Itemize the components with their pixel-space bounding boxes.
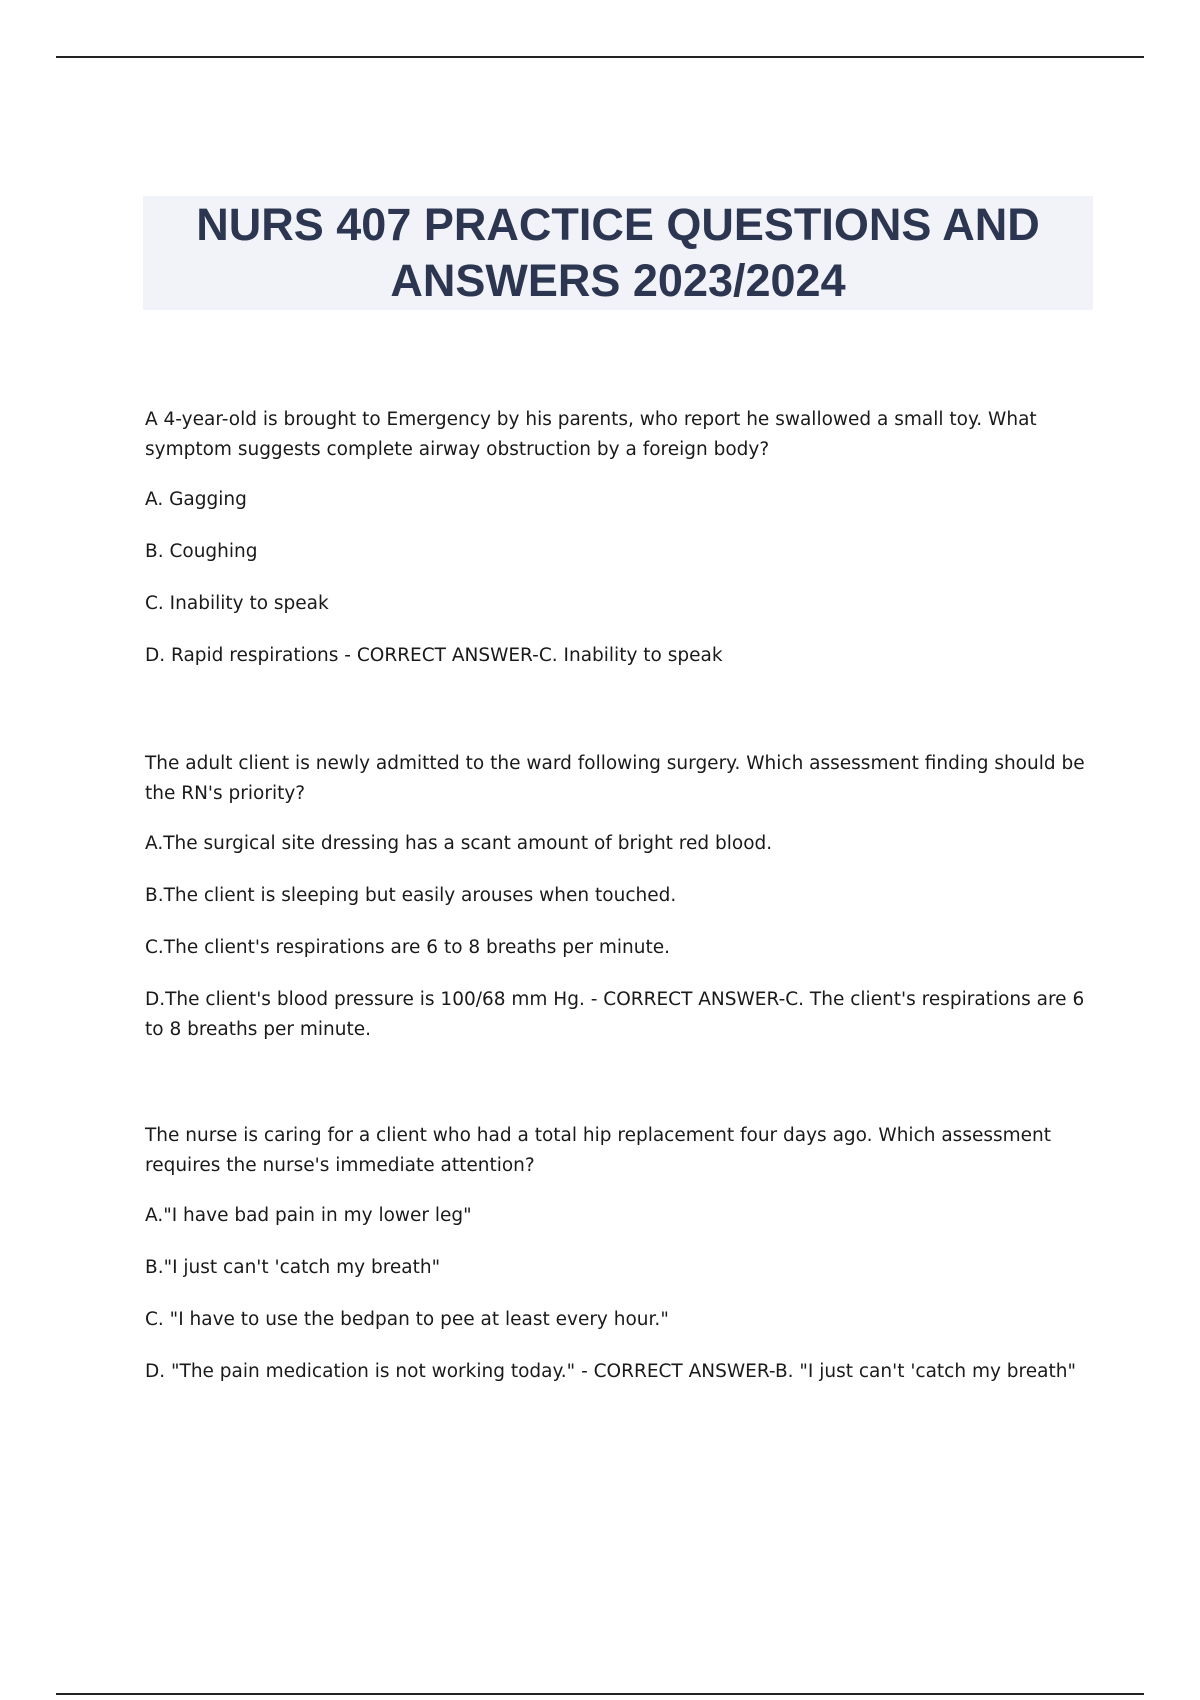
answer-option: A. Gagging — [145, 489, 247, 510]
header-rule — [56, 56, 1144, 58]
answer-option-with-correct-answer: D. "The pain medication is not working today." - CORRECT ANSWER-B. "I just can't 'catch my breath" — [145, 1361, 1076, 1382]
question-text: The nurse is caring for a client who had a total hip replacement four days ago. Which assessment requires the nurse's immediate attention? — [145, 1125, 1051, 1176]
question-block — [145, 1121, 1090, 1387]
question-list — [145, 405, 1090, 1409]
answer-option-with-correct-answer: D.The client's blood pressure is 100/68 mm Hg. - CORRECT ANSWER-C. The client's respirations are 6 to 8 breaths per minute. — [145, 989, 1085, 1040]
answer-option-with-correct-answer: D. Rapid respirations - CORRECT ANSWER-C. Inability to speak — [145, 645, 723, 666]
footer-rule — [56, 1693, 1144, 1695]
question-block — [145, 749, 1090, 1045]
question-text: A 4-year-old is brought to Emergency by his parents, who report he swallowed a small toy. What symptom suggests complete airway obstruction by a foreign body? — [145, 409, 1037, 460]
document-title — [143, 196, 1093, 310]
answer-option: A.The surgical site dressing has a scant amount of bright red blood. — [145, 833, 773, 854]
answer-option: C. "I have to use the bedpan to pee at least every hour." — [145, 1309, 669, 1330]
answer-option: C. Inability to speak — [145, 593, 329, 614]
answer-option: B."I just can't 'catch my breath" — [145, 1257, 441, 1278]
title-line-2: ANSWERS 2023/2024 — [390, 255, 846, 306]
answer-option: B. Coughing — [145, 541, 258, 562]
answer-option: C.The client's respirations are 6 to 8 breaths per minute. — [145, 937, 670, 958]
title-line-1: NURS 407 PRACTICE QUESTIONS AND — [196, 199, 1040, 250]
question-block — [145, 405, 1090, 671]
question-text: The adult client is newly admitted to the ward following surgery. Which assessment finding should be the RN's priority? — [145, 753, 1085, 804]
answer-option: A."I have bad pain in my lower leg" — [145, 1205, 472, 1226]
answer-option: B.The client is sleeping but easily arouses when touched. — [145, 885, 677, 906]
